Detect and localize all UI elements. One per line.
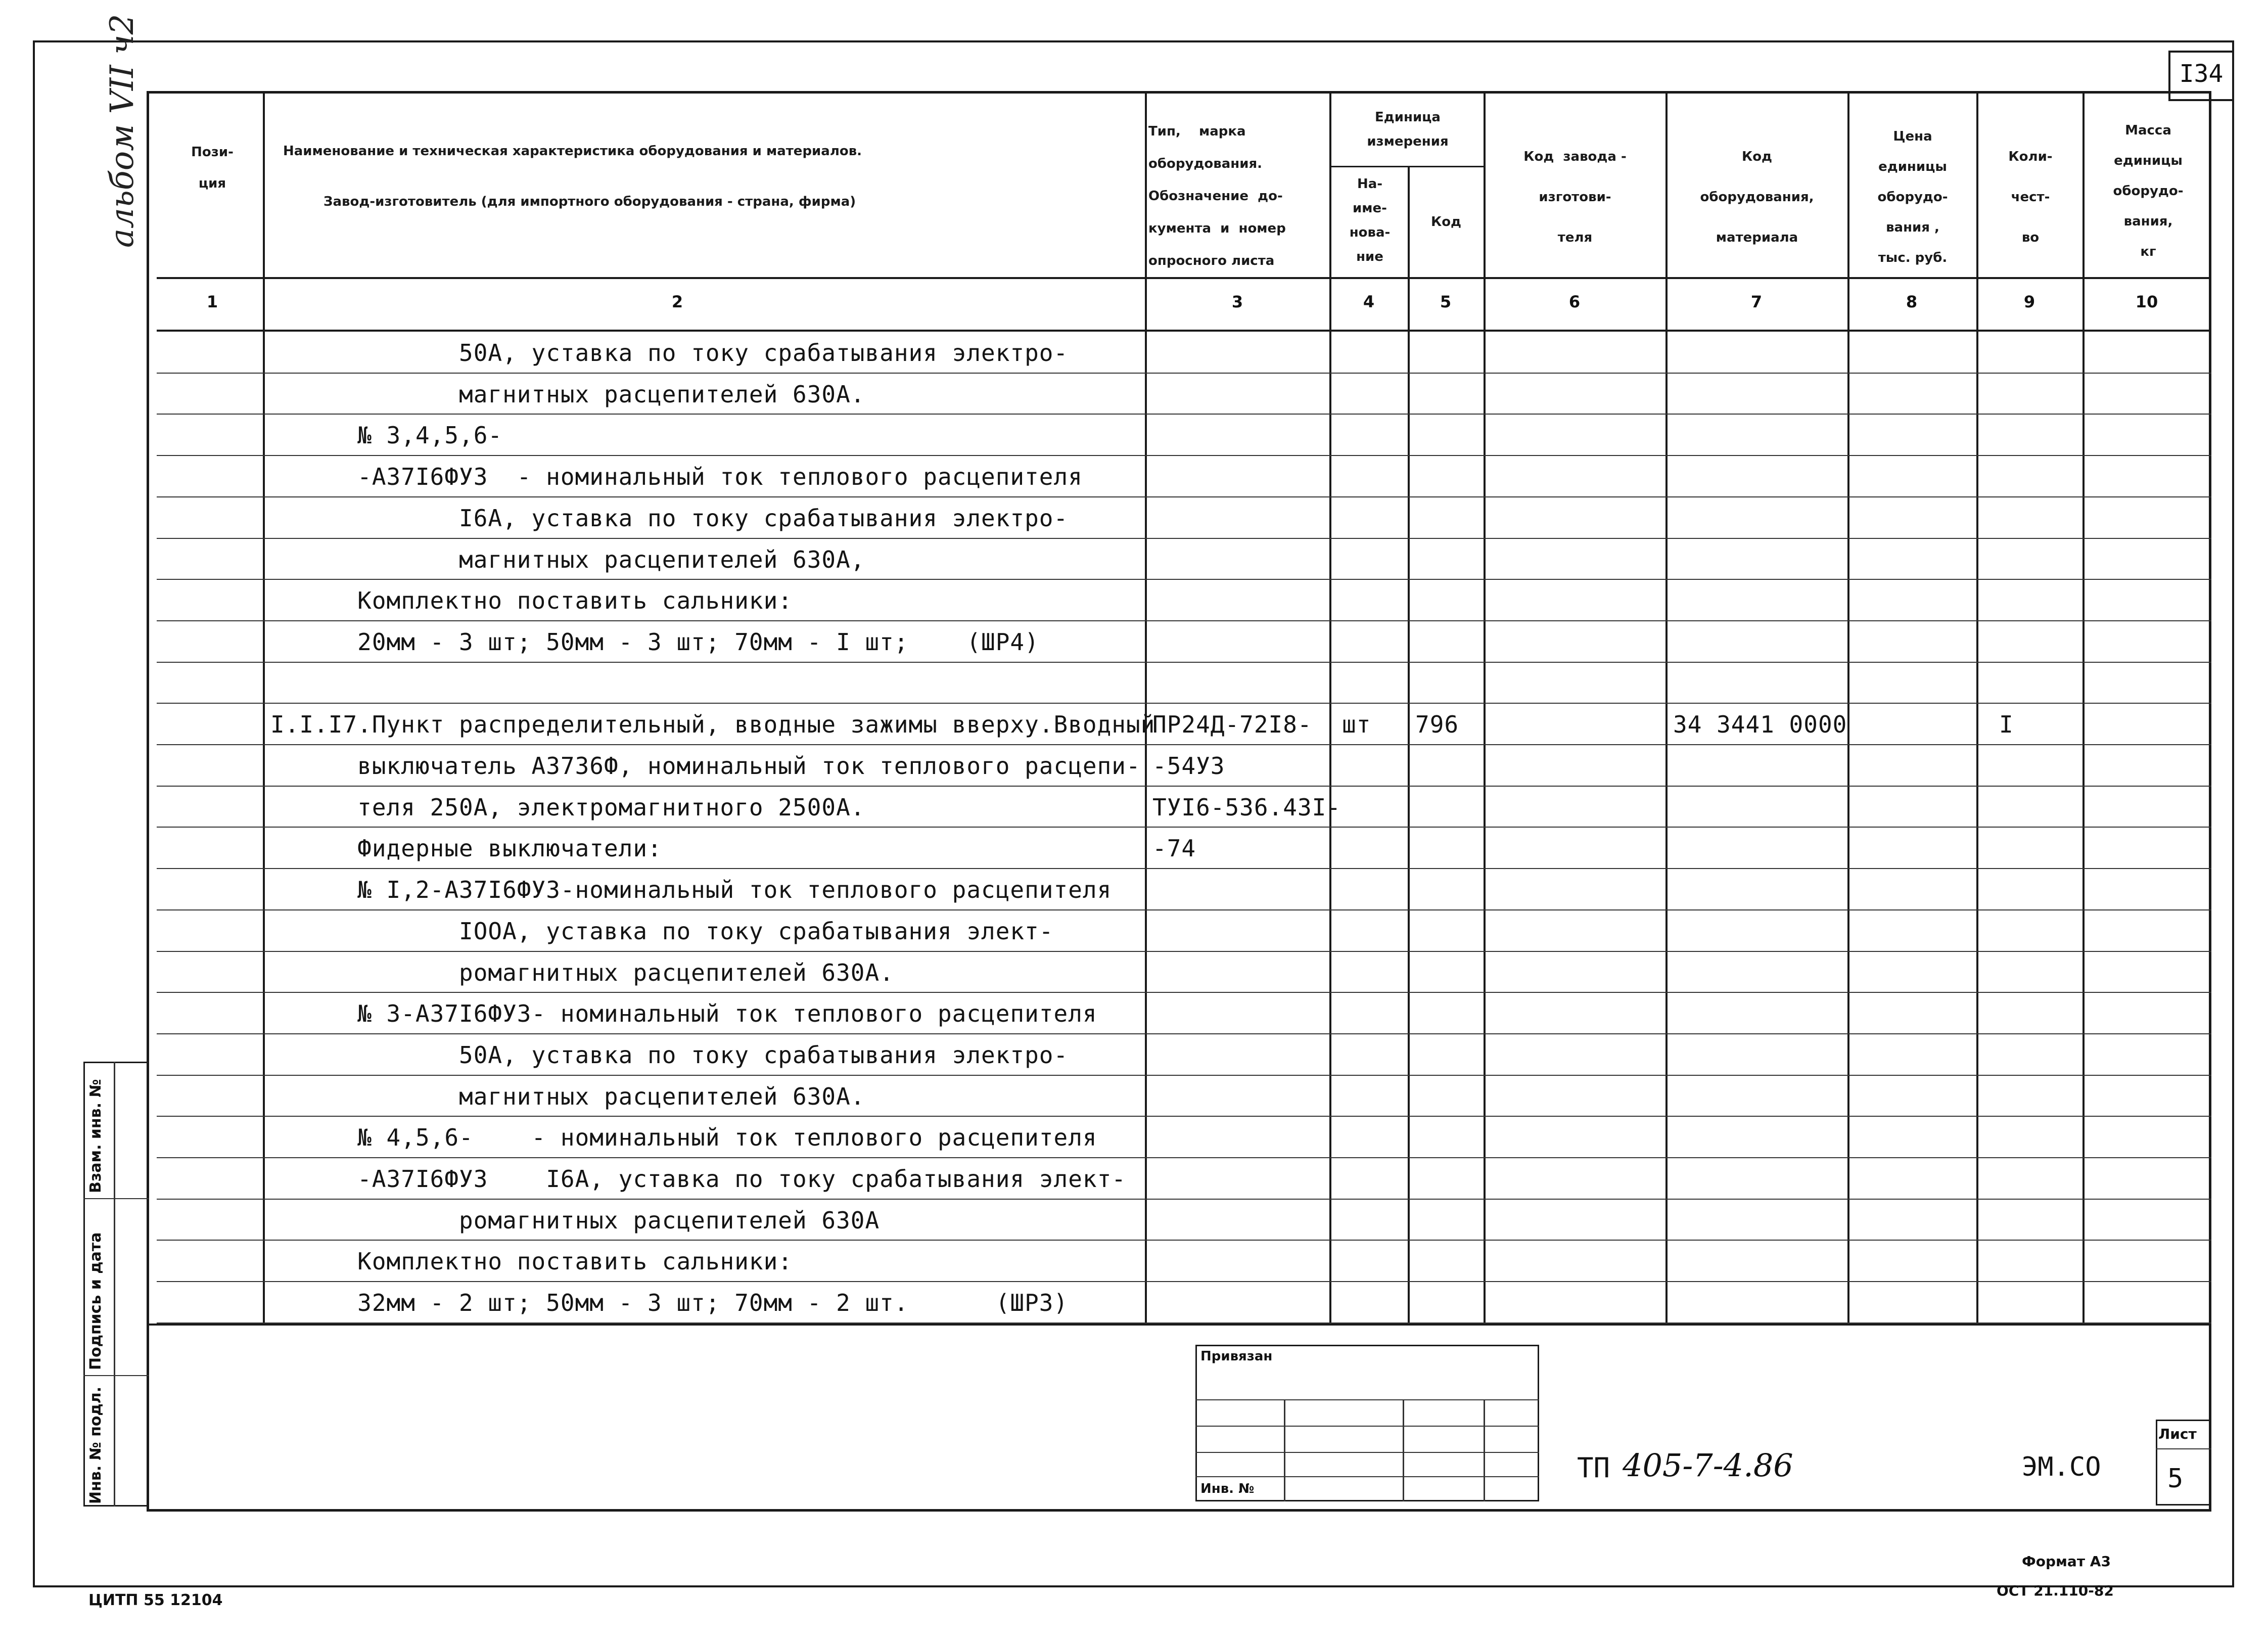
colnum-2: 2 (671, 292, 683, 311)
col-line-5 (1484, 91, 1486, 1325)
cell-c2: магнитных расцепителей 630А, (270, 545, 865, 573)
header-position: Пози- ция (191, 145, 234, 191)
col-line-8 (1976, 91, 1978, 1325)
table-bottom-line (147, 1324, 2211, 1326)
cell-c2: I.I.I7.Пункт распределительный, вводные зажимы вверху.Вводный (270, 711, 1155, 739)
side-inv-podl: Инв. № подл. (87, 1386, 105, 1504)
header-factory-code: Код завода - изготови- теля (1523, 149, 1627, 245)
cell-c2: 50А, уставка по току срабатывания электро- (270, 1041, 1069, 1069)
header-type: Тип, марка оборудования. Обозначение до- кумента и номер опросного листа (1148, 124, 1286, 268)
cell-c2: -А37I6ФУ3 I6А, уставка по току срабатывания элект- (270, 1165, 1126, 1193)
cell-c4: шт (1342, 711, 1371, 739)
footer-right-2: ОСТ 21.110-82 (1997, 1582, 2114, 1599)
album-note: альбом VII ч2 (104, 14, 141, 248)
table-row (157, 1199, 2211, 1200)
table-row (157, 1157, 2211, 1158)
table-row (157, 1075, 2211, 1076)
cell-c3: -54У3 (1152, 752, 1225, 780)
cell-c2: Фидерные выключатели: (270, 835, 662, 862)
col-line-1 (263, 91, 265, 1325)
cell-c2: -А37I6ФУ3 - номинальный ток теплового расцепителя (270, 463, 1083, 491)
table-row (157, 909, 2211, 910)
table-row (157, 1116, 2211, 1117)
colnum-10: 10 (2135, 292, 2158, 311)
side-podpis: Подпись и дата (87, 1232, 105, 1370)
cell-c2: 20мм - 3 шт; 50мм - 3 шт; 70мм - I шт; (ШР4) (270, 628, 1039, 656)
cell-c2: Комплектно поставить сальники: (270, 587, 793, 615)
stamp-list-label: Лист (2158, 1426, 2197, 1442)
cell-c2: № 3,4,5,6- (270, 422, 503, 449)
left-stamp-line-1 (83, 1198, 149, 1199)
header-equipment-code: Код оборудования, материала (1700, 149, 1814, 245)
table-row (157, 414, 2211, 415)
stamp-privyazan-box (1195, 1345, 1539, 1501)
col-line-7 (1847, 91, 1849, 1325)
header-mass: Масса единицы оборудо- вания, кг (2113, 123, 2184, 259)
cell-c7: 34 3441 0000 (1673, 711, 1847, 739)
col-line-3 (1329, 91, 1331, 1325)
col-line-2 (1145, 91, 1147, 1325)
cell-c2: магнитных расцепителей 630А. (270, 1082, 865, 1110)
cell-c2: магнитных расцепителей 630А. (270, 380, 865, 408)
table-row (157, 620, 2211, 621)
table-row (157, 455, 2211, 456)
table-row (157, 951, 2211, 952)
cell-c3: -74 (1152, 835, 1196, 862)
table-row (157, 992, 2211, 993)
stamp-list-split (2156, 1448, 2211, 1449)
table-row (157, 496, 2211, 497)
stamp-line-4 (1195, 1476, 1539, 1477)
table-row (157, 744, 2211, 745)
cell-c2: выключатель А3736Ф, номинальный ток теплового расцепи- (270, 752, 1141, 780)
stamp-line-3 (1195, 1452, 1539, 1453)
cell-c2: 32мм - 2 шт; 50мм - 3 шт; 70мм - 2 шт. (ШР3) (270, 1289, 1069, 1317)
footer-right-1: Формат А3 (2022, 1553, 2111, 1570)
colnum-5: 5 (1440, 292, 1452, 311)
table-row (157, 1240, 2211, 1241)
table-row (157, 538, 2211, 539)
header-unit: Единица измерения (1367, 110, 1449, 149)
header-name-line1: Наименование и техническая характеристика оборудования и материалов. (283, 144, 862, 159)
table-row (157, 373, 2211, 374)
cell-c2: 50А, уставка по току срабатывания электро- (270, 339, 1069, 367)
col-line-6 (1665, 91, 1668, 1325)
cell-c2: № 4,5,6- - номинальный ток теплового расцепителя (270, 1124, 1097, 1152)
unit-split-line (1329, 166, 1484, 167)
table-row (157, 868, 2211, 869)
colnum-3: 3 (1231, 292, 1243, 311)
header-name-line2: Завод-изготовитель (для импортного оборудования - страна, фирма) (323, 194, 856, 209)
header-unit-name: На- име- нова- ние (1349, 176, 1391, 264)
stamp-tp-number: 405-7-4.86 (1623, 1447, 1793, 1484)
footer-left: ЦИТП 55 12104 (88, 1591, 223, 1609)
colnum-8: 8 (1906, 292, 1918, 311)
cell-c2: IООА, уставка по току срабатывания элект- (270, 917, 1054, 945)
sheet-number-top: I34 (2179, 60, 2224, 88)
cell-c2: ромагнитных расцепителей 630А. (270, 959, 894, 986)
cell-c2: № 3-А37I6ФУ3- номинальный ток теплового расцепителя (270, 1000, 1097, 1028)
colnum-9: 9 (2023, 292, 2035, 311)
cell-c3: ПР24Д-72I8- (1152, 711, 1312, 739)
cell-c3: ТУI6-536.43I- (1152, 793, 1341, 821)
colnum-7: 7 (1750, 292, 1763, 311)
cell-c9: I (1999, 711, 2014, 739)
stamp-vline-3 (1484, 1399, 1485, 1501)
table-row (157, 827, 2211, 828)
table-row (157, 1281, 2211, 1282)
colnum-bottom-line (157, 330, 2211, 332)
colnum-1: 1 (206, 292, 218, 311)
stamp-code: ЭМ.СО (2022, 1452, 2101, 1482)
table-row (157, 703, 2211, 704)
side-vzam: Взам. инв. № (87, 1079, 105, 1193)
colnum-6: 6 (1568, 292, 1581, 311)
cell-c2: теля 250А, электромагнитного 2500А. (270, 793, 865, 821)
header-unit-code: Код (1430, 214, 1462, 230)
colnum-4: 4 (1363, 292, 1375, 311)
stamp-line-1 (1195, 1399, 1539, 1400)
header-price: Цена единицы оборудо- вания , тыс. руб. (1877, 129, 1948, 265)
stamp-vline-1 (1284, 1399, 1285, 1501)
table-row (157, 1322, 2211, 1324)
table-row (157, 1033, 2211, 1034)
stamp-inv-no: Инв. № (1200, 1481, 1255, 1496)
cell-c2: ромагнитных расцепителей 630А (270, 1206, 880, 1234)
left-stamp-line-2 (83, 1375, 149, 1376)
table-row (157, 579, 2211, 580)
table-row (157, 662, 2211, 663)
header-quantity: Коли- чест- во (2008, 149, 2053, 245)
col-line-9 (2082, 91, 2085, 1325)
cell-c5: 796 (1415, 711, 1459, 739)
stamp-list-number: 5 (2167, 1464, 2184, 1494)
cell-c2: № I,2-А37I6ФУ3-номинальный ток теплового расцепителя (270, 876, 1112, 904)
header-bottom-line (157, 277, 2211, 279)
cell-c2: I6А, уставка по току срабатывания электро- (270, 504, 1069, 532)
table-row (157, 786, 2211, 787)
stamp-vline-2 (1403, 1399, 1404, 1501)
stamp-privyazan-label: Привязан (1200, 1349, 1273, 1364)
left-stamp-vsplit (114, 1062, 115, 1507)
stamp-line-2 (1195, 1426, 1539, 1427)
cell-c2: Комплектно поставить сальники: (270, 1248, 793, 1275)
stamp-tp-prefix: ТП (1577, 1452, 1610, 1484)
